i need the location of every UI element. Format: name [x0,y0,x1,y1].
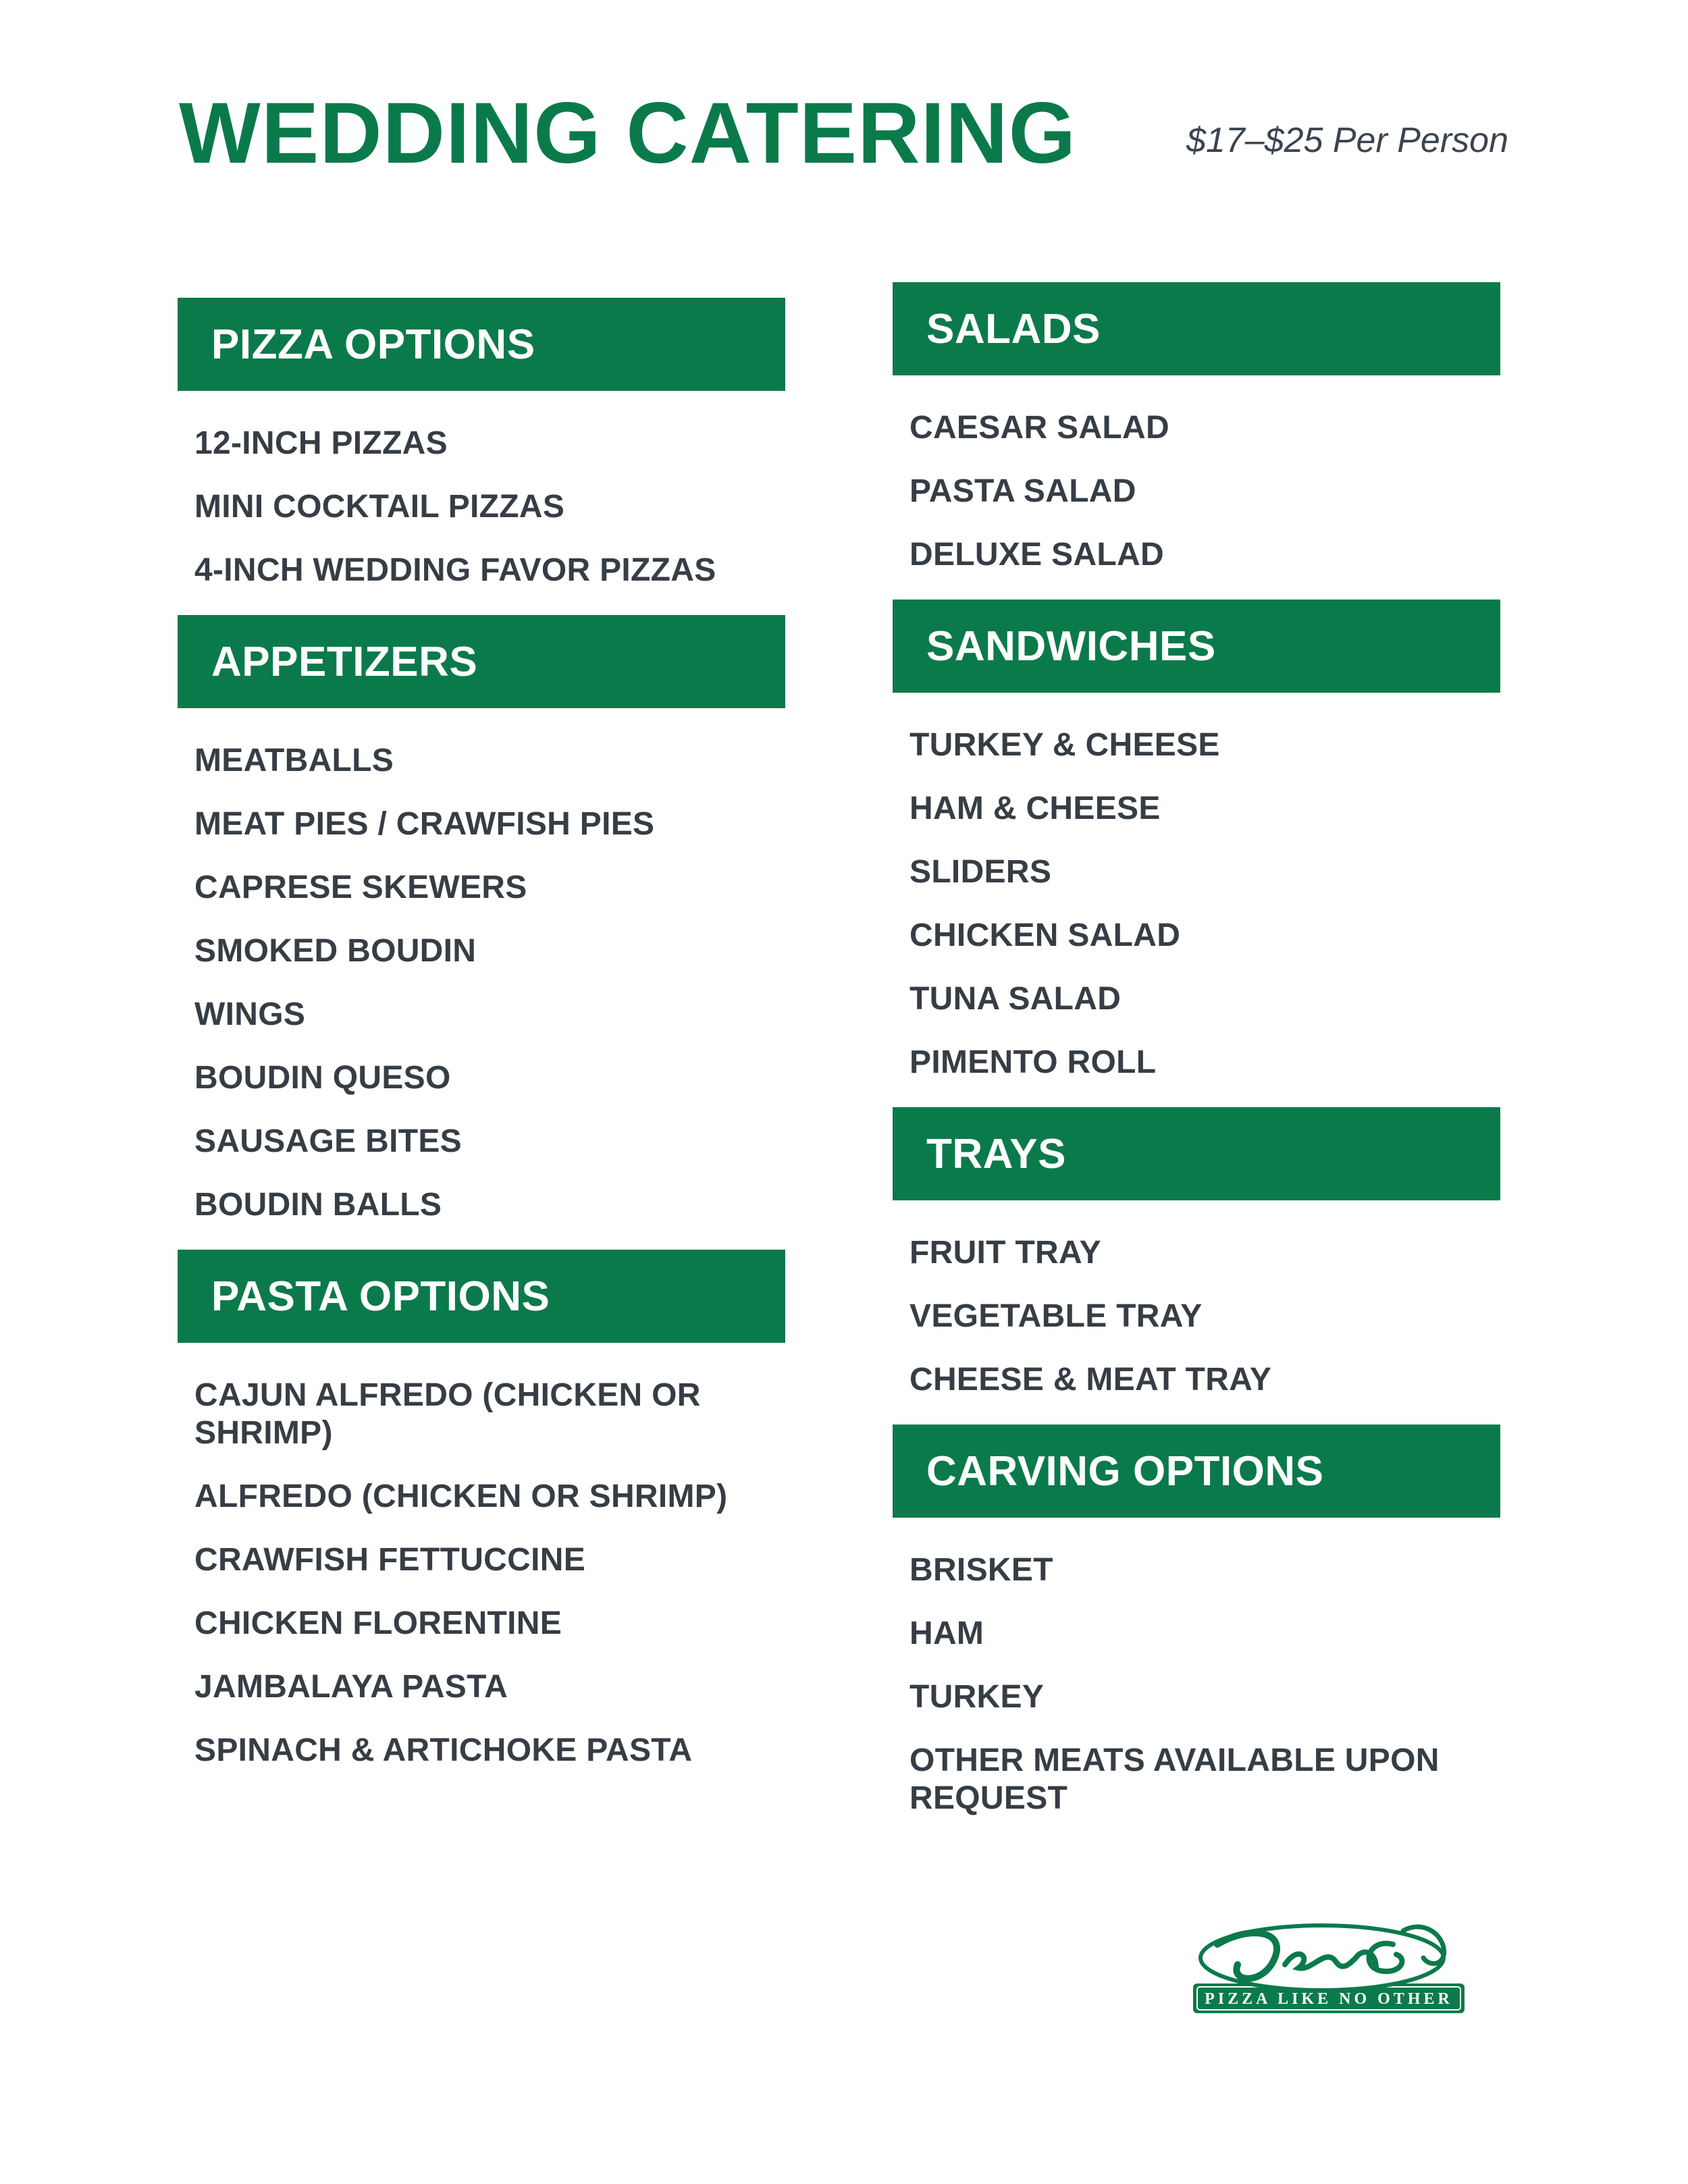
menu-item-list [893,1200,1500,1399]
menu-item: HAM & CHEESE [909,791,1161,826]
menu-item: FRUIT TRAY [909,1235,1101,1271]
section-header: TRAYS [893,1107,1500,1200]
menu-item-list [178,1343,785,1769]
menu-item: SAUSAGE BITES [194,1123,462,1159]
menu-item: BOUDIN QUESO [194,1060,451,1096]
section-header: APPETIZERS [178,615,785,708]
menu-item: CHICKEN FLORENTINE [194,1605,562,1641]
menu-item: TUNA SALAD [909,981,1122,1017]
menu-item: CHEESE & MEAT TRAY [909,1362,1272,1397]
menu-item: BOUDIN BALLS [194,1187,442,1223]
menu-item-list [893,375,1500,574]
menu-item: ALFREDO (CHICKEN OR SHRIMP) [194,1479,728,1514]
section-header: SANDWICHES [893,600,1500,693]
menu-item: TURKEY [909,1679,1045,1715]
menu-item-list [178,391,785,589]
menu-item: PASTA SALAD [909,473,1136,509]
menu-item: CAJUN ALFREDO (CHICKEN OR SHRIMP) [194,1377,701,1451]
price-per-person: $17–$25 Per Person [1186,121,1508,160]
menu-item-list [893,1518,1500,1817]
page-title: WEDDING CATERING [179,85,1077,182]
section-header: SALADS [893,282,1500,375]
menu-item: BRISKET [909,1552,1053,1588]
menu-section-pizza-options [178,298,785,589]
menu-item-list [178,708,785,1224]
deanos-logo [1190,1917,1467,2019]
menu-item: MEATBALLS [194,743,394,778]
menu-section-pasta-options [178,1250,785,1769]
logo-tagline: PIZZA LIKE NO OTHER [1205,1990,1453,2008]
menu-item: SPINACH & ARTICHOKE PASTA [194,1732,693,1768]
menu-item: CAPRESE SKEWERS [194,870,527,905]
menu-item: SMOKED BOUDIN [194,933,477,969]
menu-section-trays [893,1107,1500,1399]
section-header: PIZZA OPTIONS [178,298,785,391]
menu-item: JAMBALAYA PASTA [194,1669,508,1705]
menu-item-list [893,693,1500,1082]
menu-section-salads [893,282,1500,574]
menu-item: CRAWFISH FETTUCCINE [194,1542,586,1578]
menu-item: SLIDERS [909,854,1052,890]
menu-item: WINGS [194,996,306,1032]
menu-item: HAM [909,1616,984,1651]
menu-item: MINI COCKTAIL PIZZAS [194,489,565,525]
menu-item: MEAT PIES / CRAWFISH PIES [194,806,655,842]
left-menu-column [178,298,785,1795]
menu-section-sandwiches [893,600,1500,1082]
menu-item: CAESAR SALAD [909,410,1169,446]
menu-item: 12-INCH PIZZAS [194,425,448,461]
menu-item: VEGETABLE TRAY [909,1298,1203,1334]
menu-item: TURKEY & CHEESE [909,727,1220,763]
section-header: PASTA OPTIONS [178,1250,785,1343]
section-header: CARVING OPTIONS [893,1424,1500,1518]
menu-item: DELUXE SALAD [909,537,1164,572]
menu-item: 4-INCH WEDDING FAVOR PIZZAS [194,552,716,588]
menu-item: OTHER MEATS AVAILABLE UPON REQUEST [909,1742,1440,1816]
right-menu-column [893,282,1500,1843]
menu-section-carving-options [893,1424,1500,1817]
menu-section-appetizers [178,615,785,1224]
menu-item: PIMENTO ROLL [909,1044,1157,1080]
menu-item: CHICKEN SALAD [909,917,1181,953]
